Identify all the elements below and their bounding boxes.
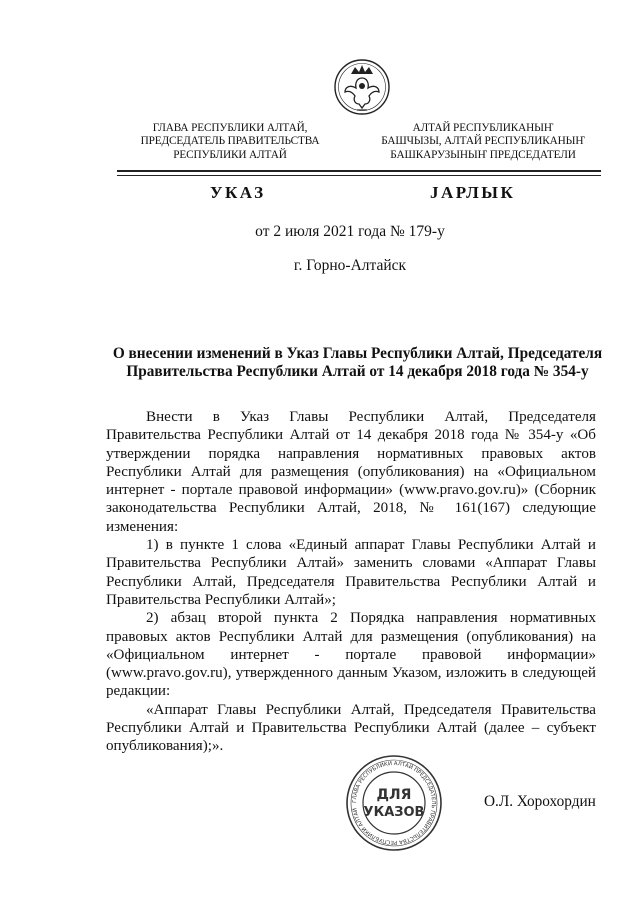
document-date-number: от 2 июля 2021 года № 179-у (255, 223, 445, 240)
republic-altai-emblem-icon (333, 58, 391, 120)
header-left-line: ГЛАВА РЕСПУБЛИКИ АЛТАЙ, (152, 122, 308, 134)
header-left-line: РЕСПУБЛИКИ АЛТАЙ (173, 148, 287, 161)
document-title (100, 345, 615, 381)
body-paragraph: Внести в Указ Главы Республики Алтай, Председателя Правительства Республики Алтай от 14 декабря 2018 года № 354-у «Об утверждении порядка направления нормативных правовых актов Республики Алтай для размещения (опубликования) на «Официальном интернет - портале правовой информации» (www.pravo.gov.ru)» (Сборник законодательства Республики Алтай, 2018, № 161(167) следующие изменения: (106, 409, 596, 535)
header-right-line: БАШЧЫЗЫ, АЛТАЙ РЕСПУБЛИКАНЫҤ (381, 135, 585, 148)
body-paragraph: 2) абзац второй пункта 2 Порядка направления нормативных правовых актов Республики Алтай для размещения (опубликования) на «Официальном интернет - портале правовой информации» (www.pravo.gov.ru), утвержденного данным Указом, изложить в следующей редакции: (106, 610, 596, 700)
header-right-line: АЛТАЙ РЕСПУБЛИКАНЫҤ (412, 122, 554, 134)
svg-text:ГЛАВА РЕСПУБЛИКИ АЛТАЙ ПРЕДСЕД (351, 761, 436, 845)
header-divider-thick (117, 170, 601, 172)
header-right-altai (356, 122, 610, 162)
body-paragraph: «Аппарат Главы Республики Алтай, Председателя Правительства Республики Алтай и Правительства Республики Алтай (далее – субъект опубликования);». (106, 701, 596, 755)
header-left-russian (120, 122, 340, 162)
doc-type-russian: УКАЗ (210, 183, 266, 202)
title-line: Правительства Республики Алтай от 14 декабря 2018 года № 354-у (126, 363, 589, 380)
stamp-line2: УКАЗОВ (363, 805, 425, 820)
header-right-line: БАШКАРУЗЫНЫҤ ПРЕДСЕДАТЕЛИ (390, 148, 576, 161)
signer-name: О.Л. Хорохордин (484, 793, 596, 810)
stamp-ring-text: ГЛАВА РЕСПУБЛИКИ АЛТАЙ ПРЕДСЕДАТЕЛЬ ПРАВИТЕЛЬСТВА РЕСПУБЛИКИ АЛТАЙ (351, 760, 437, 846)
official-stamp (345, 754, 443, 852)
document-body (106, 408, 596, 756)
stamp-line1: ДЛЯ (376, 787, 412, 803)
document-city: г. Горно-Алтайск (293, 257, 407, 274)
title-line: О внесении изменений в Указ Главы Республики Алтай, Председателя (112, 345, 603, 362)
header-divider-thin (117, 175, 601, 176)
body-paragraph: 1) в пункте 1 слова «Единый аппарат Главы Республики Алтай и Правительства Республики Алтай» заменить словами «Аппарат Главы Республики Алтай, Председателя Правительства Республики Алтай и Правительства Республики Алтай»; (106, 537, 596, 608)
header-left-line: ПРЕДСЕДАТЕЛЬ ПРАВИТЕЛЬСТВА (140, 135, 320, 148)
doc-type-altai: ЈАРЛЫК (430, 183, 516, 202)
